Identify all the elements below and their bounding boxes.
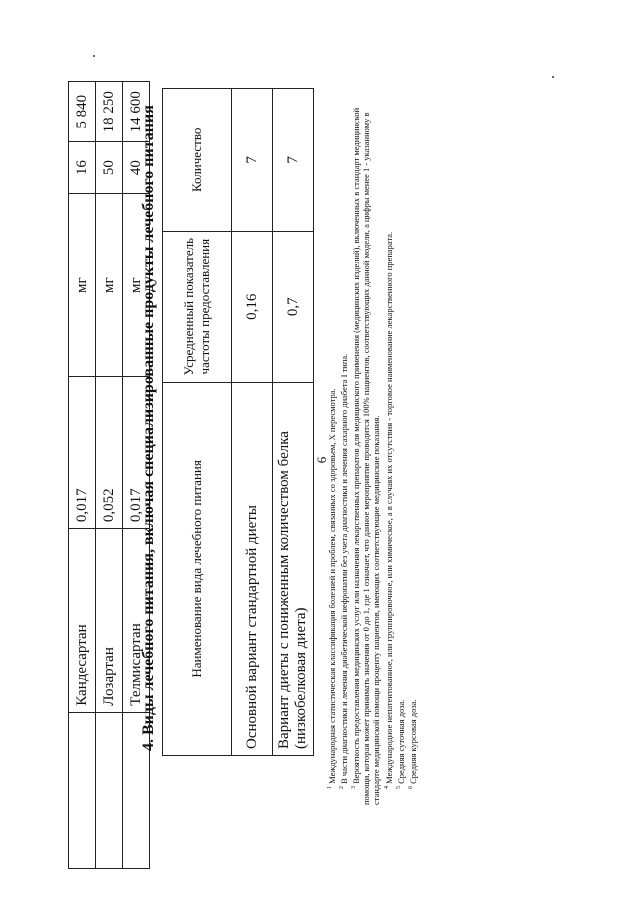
drug-name: Телмисартан: [123, 529, 150, 713]
drug-frequency: 0,017: [123, 377, 150, 529]
footnote: $^4$ Международное непатентованное, или группировочное, или химическое, а в случаях их отсутствия - торговое наименование лекарственного препарата.: [383, 231, 394, 789]
table-row: [96, 82, 123, 869]
diet-name: Вариант диеты с пониженным количеством белка (низкобелковая диета): [273, 382, 314, 755]
drug-course-dose: 18 250: [96, 82, 123, 143]
scan-speck: [552, 76, 554, 78]
drug-frequency: 0,017: [69, 377, 96, 529]
drug-frequency: 0,052: [96, 377, 123, 529]
drug-unit: мг: [96, 193, 123, 377]
header-name: Наименование вида лечебного питания: [163, 382, 232, 755]
diet-frequency: 0,7: [273, 231, 314, 382]
table-row: [232, 89, 273, 756]
footnote: $^1$ Международная статистическая классификация болезней и проблем, связанных со здоровьем, X пересмотра.: [326, 388, 337, 789]
drug-table: [68, 81, 150, 869]
diet-name: Основной вариант стандартной диеты: [232, 382, 273, 755]
footnote: $^3$ Вероятность предоставления медицинских услуг или назначения лекарственных препаратов для медицинского применения (медицинских изделий), включенных в стандарт медицинской помощи, которая может принимать значения от 0 до 1, где 1 означает, что данное мероприятие проводится 100% пациентов, соответствующих данной модели, а цифры менее 1 - указанному в стандарте медицинской помощи проценту пациентов, имеющих соответствующие медицинские показания.: [350, 107, 382, 805]
scan-speck: [93, 55, 95, 57]
diet-quantity: 7: [273, 89, 314, 232]
header-frequency: Усредненный показатель частоты предоставления: [163, 231, 232, 382]
table-header-row: [163, 89, 232, 756]
drug-daily-dose: 50: [96, 142, 123, 193]
drug-daily-dose: 40: [123, 142, 150, 193]
drug-unit: мг: [69, 193, 96, 377]
drug-name: Лозартан: [96, 529, 123, 713]
drug-course-dose: 14 600: [123, 82, 150, 143]
header-quantity: Количество: [163, 89, 232, 232]
table-row: [69, 82, 96, 869]
drug-name: Кандесартан: [69, 529, 96, 713]
nutrition-table: [162, 88, 314, 756]
diet-frequency: 0,16: [232, 231, 273, 382]
table-row: [273, 89, 314, 756]
footnote: $^6$ Средняя курсовая доза.: [407, 699, 418, 789]
footnotes: [325, 105, 418, 805]
drug-daily-dose: 16: [69, 142, 96, 193]
footnote: $^2$ В части диагностики и лечения диабетической нефропатии без учета диагностики и лечения сахарного диабета I типа.: [338, 353, 349, 789]
drug-unit: мг: [123, 193, 150, 377]
section-title: 4. Виды лечебного питания, включая специализированные продукты лечебного питания: [140, 105, 157, 751]
footnote: $^5$ Средняя суточная доза.: [395, 699, 406, 789]
page-number: 6: [314, 456, 329, 464]
diet-quantity: 7: [232, 89, 273, 232]
drug-course-dose: 5 840: [69, 82, 96, 143]
